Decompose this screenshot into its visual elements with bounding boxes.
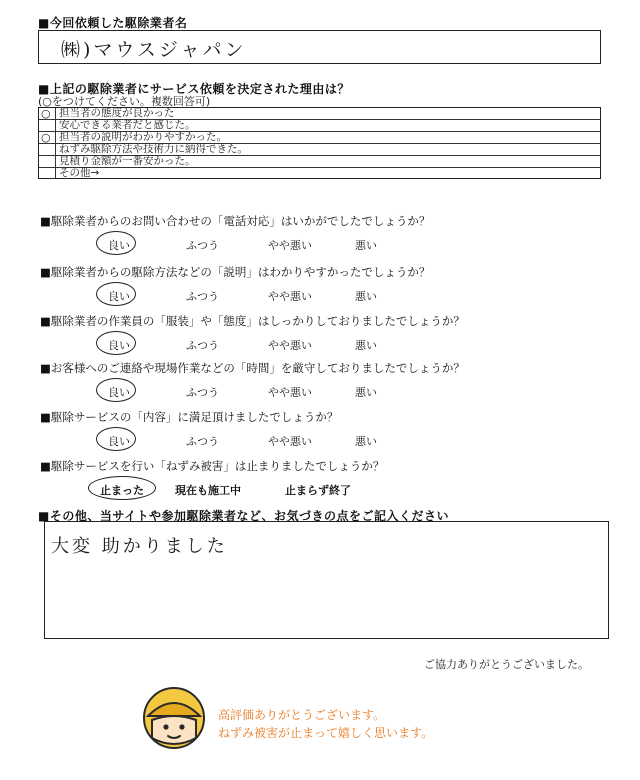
question-text: ■駆除業者の作業員の「服装」や「態度」はしっかりしておりましたでしょうか？ <box>40 314 465 328</box>
reasons-heading: ■上記の駆除業者にサービス依頼を決定された理由は？ <box>38 82 350 96</box>
answer-option[interactable]: ふつう <box>186 339 219 352</box>
reason-row <box>39 120 600 132</box>
reason-label: 見積り金額が一番安かった。 <box>59 155 196 167</box>
answer-option[interactable]: ふつう <box>186 239 219 252</box>
answer-option[interactable]: 良い <box>108 435 130 448</box>
answer-option[interactable]: 悪い <box>355 435 377 448</box>
reason-mark: ○ <box>41 131 51 144</box>
company-name-answer: ㈱)マウスジャパン <box>61 39 247 61</box>
answer-option[interactable]: 悪い <box>355 339 377 352</box>
reasons-subheading: (○をつけてください。複数回答可) <box>38 95 211 108</box>
selected-answer-circle <box>96 427 136 451</box>
reason-row <box>39 168 600 180</box>
reason-label: 担当者の説明がわかりやすかった。 <box>59 131 227 143</box>
company-name-heading: ■今回依頼した駆除業者名 <box>38 16 188 30</box>
answer-option[interactable]: やや悪い <box>268 239 312 252</box>
reason-label: 安心できる業者だと感じた。 <box>59 119 196 131</box>
company-name-box <box>38 30 601 64</box>
selected-answer-circle <box>96 378 136 402</box>
answer-option[interactable]: 悪い <box>355 239 377 252</box>
selected-answer-circle <box>96 331 136 355</box>
other-comments-box <box>44 521 609 639</box>
reply-line-2: ねずみ被害が止まって嬉しく思います。 <box>218 726 434 740</box>
selected-answer-circle <box>88 476 156 500</box>
reason-row <box>39 144 600 156</box>
selected-answer-circle <box>96 231 136 255</box>
reason-label: その他→ <box>59 167 100 179</box>
answer-option[interactable]: 現在も施工中 <box>175 484 241 497</box>
question-text: ■駆除サービスを行い「ねずみ被害」は止まりましたでしょうか？ <box>40 459 385 473</box>
reason-row <box>39 108 600 120</box>
answer-option[interactable]: ふつう <box>186 435 219 448</box>
answer-option[interactable]: やや悪い <box>268 435 312 448</box>
question-text: ■駆除サービスの「内容」に満足頂けましたでしょうか？ <box>40 410 339 424</box>
answer-option[interactable]: 良い <box>108 339 130 352</box>
answer-option[interactable]: 良い <box>108 386 130 399</box>
answer-option[interactable]: 良い <box>108 290 130 303</box>
answer-option[interactable]: ふつう <box>186 290 219 303</box>
question-text: ■お客様へのご連絡や現場作業などの「時間」を厳守しておりましたでしょうか？ <box>40 361 465 375</box>
answer-option[interactable]: 良い <box>108 239 130 252</box>
question-text: ■駆除業者からのお問い合わせの「電話対応」はいかがでしたでしょうか？ <box>40 214 431 228</box>
reason-mark: ○ <box>41 107 51 120</box>
answer-option[interactable]: 悪い <box>355 290 377 303</box>
reason-label: 担当者の態度が良かった <box>59 107 175 119</box>
reason-label: ねずみ駆除方法や技術力に納得できた。 <box>59 143 248 155</box>
answer-option[interactable]: 止まらず終了 <box>285 484 351 497</box>
reply-line-1: 高評価ありがとうございます。 <box>218 708 386 722</box>
worker-avatar-icon <box>142 686 206 750</box>
answer-option[interactable]: やや悪い <box>268 386 312 399</box>
reasons-table <box>38 107 601 179</box>
other-comments-heading: ■その他、当サイトや参加駆除業者など、お気づきの点をご記入ください <box>38 509 450 523</box>
answer-option[interactable]: 止まった <box>100 484 144 497</box>
reason-row <box>39 156 600 168</box>
answer-option[interactable]: やや悪い <box>268 339 312 352</box>
other-comments-answer: 大変 助かりました <box>51 536 228 557</box>
reason-row <box>39 132 600 144</box>
answer-option[interactable]: やや悪い <box>268 290 312 303</box>
thanks-text: ご協力ありがとうございました。 <box>424 658 589 671</box>
answer-option[interactable]: ふつう <box>186 386 219 399</box>
answer-option[interactable]: 悪い <box>355 386 377 399</box>
selected-answer-circle <box>96 282 136 306</box>
question-text: ■駆除業者からの駆除方法などの「説明」はわかりやすかったでしょうか？ <box>40 265 431 279</box>
